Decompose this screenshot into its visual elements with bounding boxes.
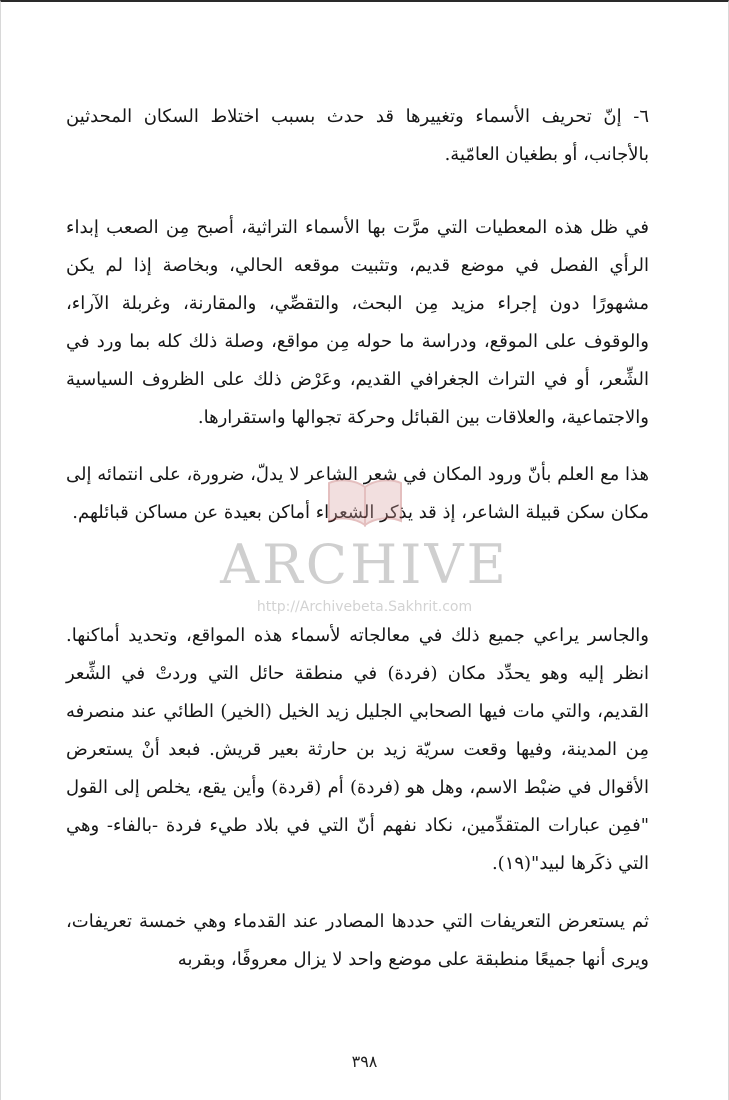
paragraph-5: ثم يستعرض التعريفات التي حددها المصادر عند القدماء وهي خمسة تعريفات، ويرى أنها جميعًا منطبقة على موضع واحد لا يزال معروفًا، وبقربه — [66, 911, 649, 970]
paragraph-4: والجاسر يراعي جميع ذلك في معالجاته لأسماء هذه المواقع، وتحديد أماكنها. انظر إليه وهو يحدِّد مكان (فردة) في منطقة حائل التي وردتْ في الشِّعر القديم، والتي مات فيها الصحابي الجليل زيد الخيل (الخير) الطائي عند منصرفه مِن المدينة، وفيها وقعت سريّة زيد بن حارثة بعير قريش. فبعد أنْ يستعرض الأقوال في ضبْط الاسم، وهل هو (فردة) أم (قردة) وأين يقع، يخلص إلى القول "فمِن عبارات المتقدِّمين، نكاد نفهم أنّ التي في بلاد طيء فردة -بالفاء- وهي التي ذكَرها لبيد"(١٩). — [66, 625, 649, 874]
watermark-title: ARCHIVE — [220, 533, 509, 596]
paragraph-3: هذا مع العلم بأنّ ورود المكان في شعر الشاعر لا يدلّ، ضرورة، على انتمائه إلى مكان سكن قبيلة الشاعر، إذ قد يذكر الشعراء أماكن بعيدة عن مساكن قبائلهم. — [66, 464, 649, 523]
paragraph-2: في ظل هذه المعطيات التي مرَّت بها الأسماء التراثية، أصبح مِن الصعب إبداء الرأي الفصل في موضع قديم، وتثبيت موقعه الحالي، وبخاصة إذا لم يكن مشهورًا دون إجراء مزيد مِن البحث، والتقصِّي، والمقارنة، وغربلة الآراء، والوقوف على الموقع، ودراسة ما حوله مِن مواقع، وصلة ذلك كله بما ورد في الشِّعر، أو في التراث الجغرافي القديم، وعَرْض ذلك على الظروف السياسية والاجتماعية، والعلاقات بين القبائل وحركة تجوالها واستقرارها. — [66, 217, 649, 428]
page-number: ٣٩٨ — [351, 1052, 378, 1071]
paragraph-1: ٦- إنّ تحريف الأسماء وتغييرها قد حدث بسبب اختلاط السكان المحدثين بالأجانب، أو بطغيان العامّية. — [66, 106, 649, 165]
watermark-url: http://Archivebeta.Sakhrit.com — [256, 599, 473, 615]
